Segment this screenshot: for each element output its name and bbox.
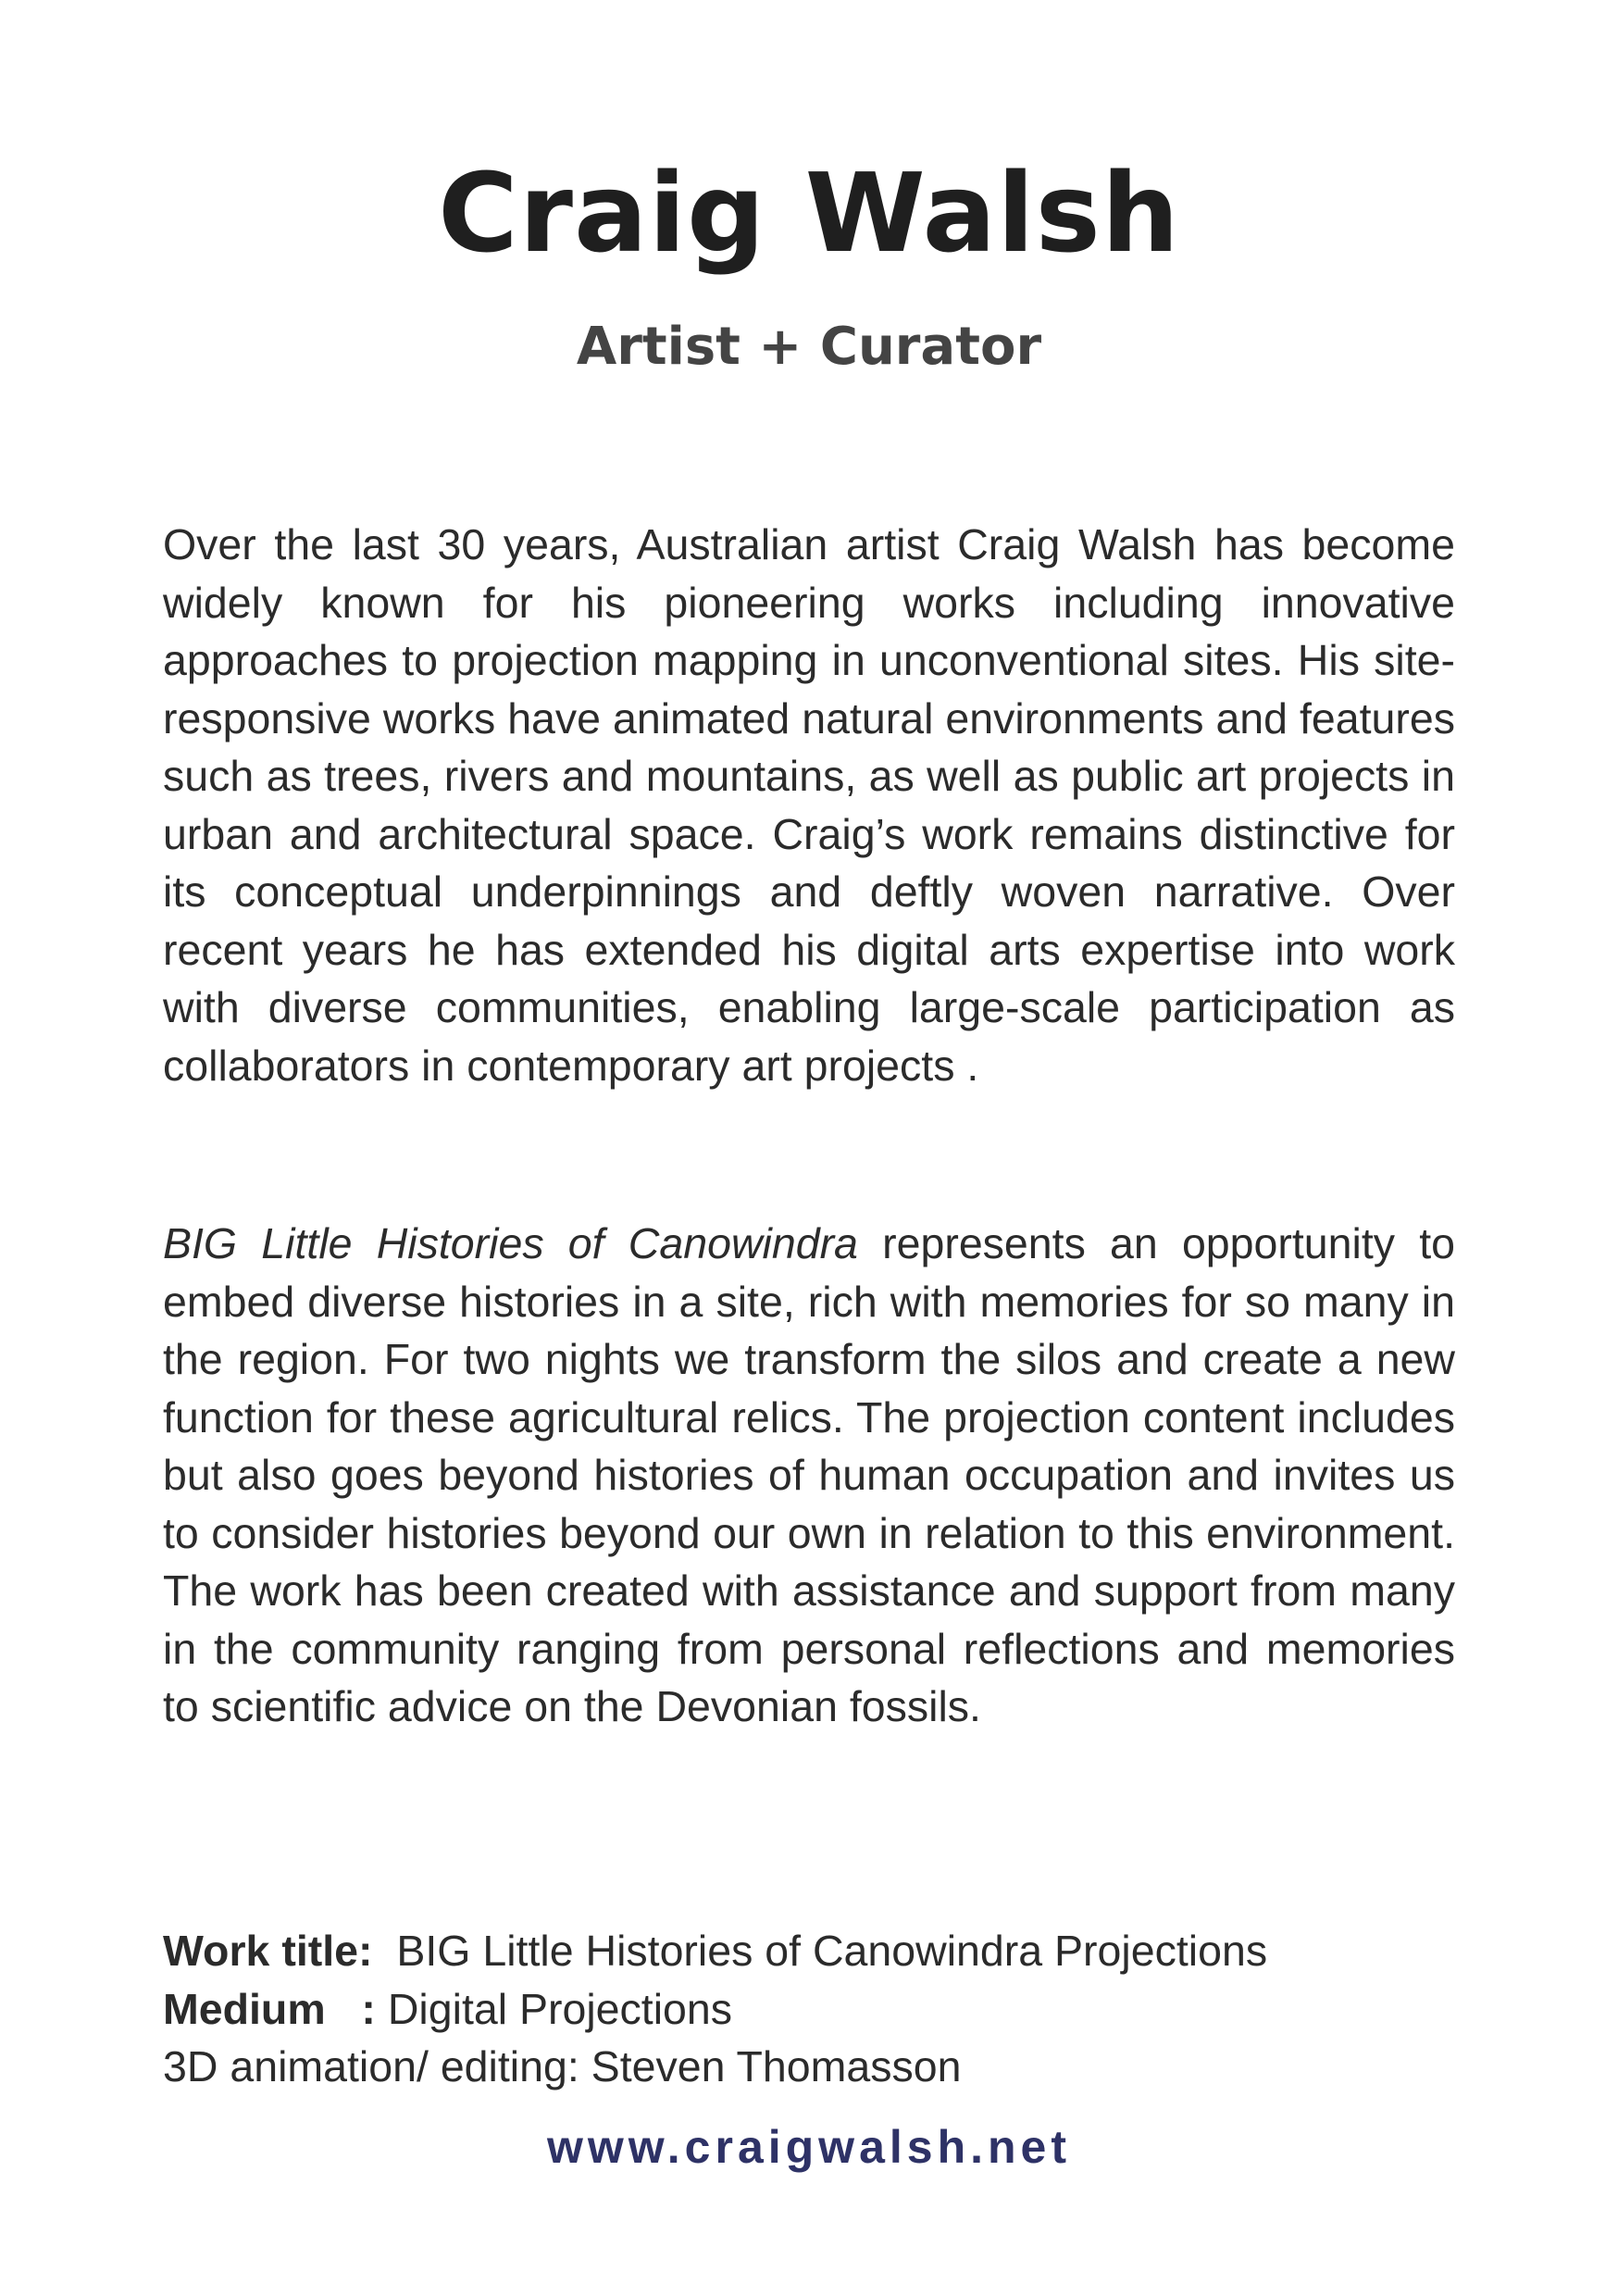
work-title-value: BIG Little Histories of Canowindra Projections — [396, 1927, 1268, 1975]
credits-block — [163, 1922, 1455, 2096]
medium-line — [163, 1980, 1455, 2039]
project-paragraph — [163, 1215, 1455, 1736]
medium-label: Medium : — [163, 1984, 376, 2033]
work-title-label: Work title: — [163, 1927, 373, 1975]
intro-paragraph: Over the last 30 years, Australian artist Craig Walsh has become widely known for his pioneering works including innovative approaches to projection mapping in unconventional sites. His site-responsive works have animated natural environments and features such as trees, rivers and mountains, as well as public art projects in urban and architectural space. Craig’s work remains distinctive for its conceptual underpinnings and deftly woven narrative. Over recent years he has extended his digital arts expertise into work with diverse communities, enabling large-scale participation as collaborators in contemporary art projects . — [163, 520, 1455, 1090]
project-description-text: represents an opportunity to embed diverse histories in a site, rich with memories for so many in the region. For two nights we transform the silos and create a new function for these agricultural relics. The projection content includes but also goes beyond histories of human occupation and invites us to consider histories beyond our own in relation to this environment. The work has been created with assistance and support from many in the community ranging from personal reflections and memories to scientific advice on the Devonian fossils. — [163, 1219, 1455, 1730]
website-link[interactable]: www.craigwalsh.net — [546, 2121, 1072, 2173]
medium-value: Digital Projections — [387, 1984, 733, 2033]
project-title-text: BIG Little Histories of Canowindra — [163, 1219, 858, 1267]
page-title: Craig Walsh — [438, 149, 1180, 277]
work-title-line — [163, 1922, 1455, 1980]
page-subtitle: Artist + Curator — [576, 317, 1042, 377]
animation-credit-line: 3D animation/ editing: Steven Thomasson — [163, 2042, 962, 2090]
